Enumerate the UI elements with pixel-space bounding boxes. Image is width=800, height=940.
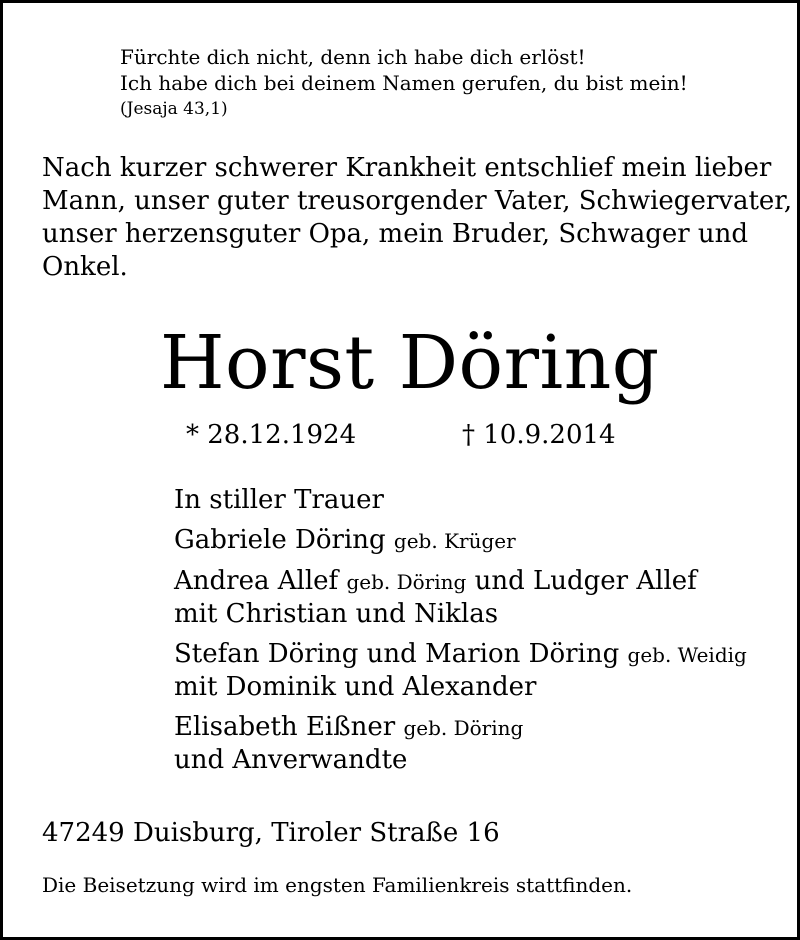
intro-line-2: Mann, unser guter treusorgender Vater, Schwiegervater, [42, 186, 793, 216]
verse-line-1: Fürchte dich nicht, denn ich habe dich erlöst! [120, 45, 586, 69]
member-maiden-name: geb. Döring [403, 716, 524, 740]
verse-reference: (Jesaja 43,1) [120, 99, 228, 119]
intro-line-1: Nach kurzer schwerer Krankheit entschlief mein lieber [42, 153, 772, 183]
address: 47249 Duisburg, Tiroler Straße 16 [42, 818, 500, 848]
member-name: Gabriele Döring [174, 525, 386, 555]
intro-text [42, 152, 792, 284]
member-maiden-name: geb. Weidig [627, 643, 747, 667]
member-children: mit Christian und Niklas [174, 599, 499, 629]
member-maiden-name: geb. Döring [346, 570, 467, 594]
member-name: Elisabeth Eißner [174, 712, 396, 742]
family-member-3 [174, 638, 747, 703]
mourning-heading: In stiller Trauer [174, 485, 384, 515]
bible-verse [120, 44, 688, 122]
member-children: mit Dominik und Alexander [174, 672, 537, 702]
family-member-4 [174, 711, 747, 776]
relatives-line: und Anverwandte [174, 745, 408, 775]
death-date: † 10.9.2014 [462, 420, 616, 450]
deceased-name: Horst Döring [160, 320, 660, 406]
member-partner: und Ludger Allef [474, 566, 697, 596]
intro-line-4: Onkel. [42, 252, 128, 282]
funeral-note: Die Beisetzung wird im engsten Familienkreis stattfinden. [42, 873, 633, 897]
member-maiden-name: geb. Krüger [393, 529, 516, 553]
verse-line-2: Ich habe dich bei deinem Namen gerufen, du bist mein! [120, 71, 688, 95]
birth-date: * 28.12.1924 [186, 420, 357, 450]
family-member-2 [174, 565, 747, 630]
mourners-list [174, 484, 747, 776]
intro-line-3: unser herzensguter Opa, mein Bruder, Schwager und [42, 219, 749, 249]
member-name: Andrea Allef [174, 566, 339, 596]
member-name: Stefan Döring und Marion Döring [174, 639, 620, 669]
family-member-1 [174, 524, 747, 557]
